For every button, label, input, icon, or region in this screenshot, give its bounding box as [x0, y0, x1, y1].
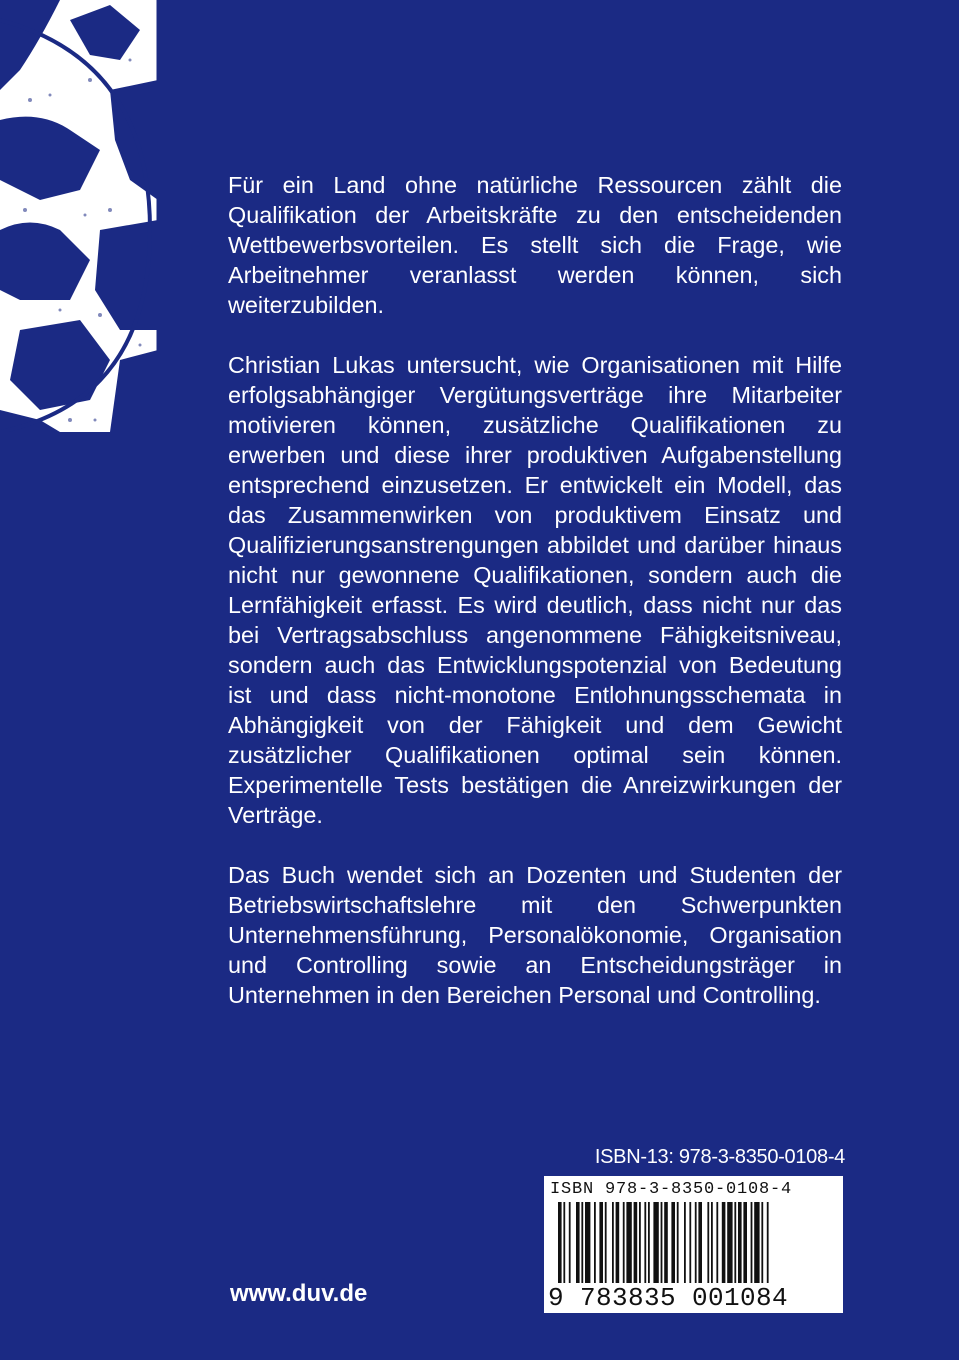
back-cover-blurb [228, 170, 842, 1010]
barcode-digits: 9 783835 001084 [548, 1283, 789, 1313]
barcode-isbn-text: ISBN 978-3-8350-0108-4 [550, 1180, 793, 1199]
blurb-paragraph-1: Für ein Land ohne natürliche Ressourcen zählt die Qualifikation der Arbeitskräfte zu den entscheidenden Wettbewerbsvorteilen. Es stellt sich die Frage, wie Arbeitnehmer veranlasst werden können, sich weiterzubilden. [228, 172, 842, 318]
barcode [544, 1176, 843, 1313]
globe-illustration [0, 0, 158, 432]
isbn-label: ISBN-13: 978-3-8350-0108-4 [594, 1146, 845, 1168]
blurb-paragraph-2: Christian Lukas untersucht, wie Organisationen mit Hilfe erfolgsabhängiger Vergütungsverträge ihre Mitarbeiter motivieren können, zusätzliche Qualifikationen zu erwerben und diese ihrer produktiven Aufgabenstellung entsprechend einzusetzen. Er entwickelt ein Modell, das das Zusammenwirken von produktivem Einsatz und Qualifizierungsanstrengungen abbildet und darüber hinaus nicht nur gewonnene Qualifikationen, sondern auch die Lernfähigkeit erfasst. Es wird deutlich, dass nicht nur das bei Vertragsabschluss angenommene Fähigkeitsniveau, sondern auch das Entwicklungspotenzial von Bedeutung ist und dass nicht-monotone Entlohnungsschemata in Abhängigkeit von der Fähigkeit und dem Gewicht zusätzlicher Qualifikationen optimal sein können. Experimentelle Tests bestätigen die Anreizwirkungen der Verträge. [228, 352, 842, 828]
publisher-website: www.duv.de [230, 1280, 368, 1307]
blurb-paragraph-3: Das Buch wendet sich an Dozenten und Studenten der Betriebswirtschaftslehre mit den Schwerpunkten Unternehmensführung, Personalökonomie, Organisation und Controlling sowie an Entscheidungsträger in Unternehmen in den Bereichen Personal und Controlling. [228, 862, 842, 1008]
